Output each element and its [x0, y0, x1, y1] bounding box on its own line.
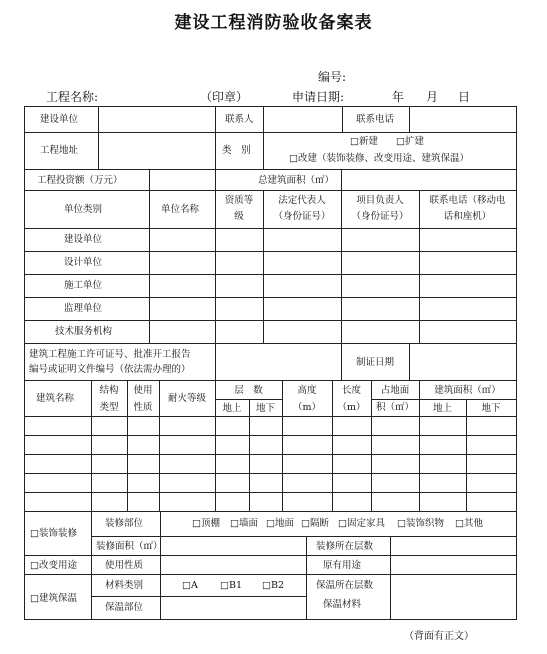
- col-unit-name: 单位名称: [161, 204, 200, 215]
- col-legal-rep-2: （身份证号）: [273, 211, 331, 222]
- label-issue-date: 制证日期: [356, 357, 395, 368]
- col-use-1: 使用: [133, 385, 153, 396]
- label-use-nature: 使用性质: [105, 560, 144, 571]
- label-insulation-material: 保温材料: [323, 599, 362, 610]
- label-original-use: 原有用途: [323, 560, 362, 571]
- checkbox-deco-other[interactable]: □ 其他: [455, 517, 483, 530]
- label-contact-phone: 联系电话: [356, 114, 395, 125]
- checkbox-material-b1[interactable]: □ B1: [220, 579, 242, 592]
- label-deco-part: 装修部位: [105, 518, 144, 529]
- checkbox-renovation[interactable]: □ 改建（装饰装修、改变用途、建筑保温）: [289, 152, 469, 165]
- apply-date-label: 申请日期:: [292, 90, 345, 104]
- col-height-1: 高度: [297, 385, 317, 396]
- label-investment: 工程投资额（万元）: [37, 175, 123, 186]
- checkbox-deco-floor[interactable]: □ 地面: [266, 517, 294, 530]
- checkbox-insulation[interactable]: □ 建筑保温: [30, 592, 77, 605]
- label-deco-floors: 装修所在层数: [316, 541, 374, 552]
- row-builder-unit: 施工单位: [64, 280, 103, 291]
- col-site-area-2: 积（㎡）: [375, 402, 414, 413]
- checkbox-deco-ceiling[interactable]: □ 顶棚: [192, 517, 220, 530]
- label-insulation-part: 保温部位: [105, 602, 144, 613]
- permit-label-2: 编号或证明文件编号（依法需办理的）: [29, 364, 191, 375]
- col-structure-1: 结构: [99, 385, 119, 396]
- checkbox-deco-partition[interactable]: □ 隔断: [301, 517, 329, 530]
- footer-note: （背面有正文）: [404, 631, 474, 642]
- col-fire-rating: 耐火等级: [167, 393, 206, 404]
- col-height-2: （m）: [292, 402, 321, 413]
- col-floors: 层 数: [234, 385, 263, 396]
- col-contact-tel-2: 话和座机）: [443, 211, 492, 222]
- col-project-manager-2: （身份证号）: [351, 211, 409, 222]
- col-floors-above: 地上: [222, 403, 242, 414]
- col-floors-below: 地下: [255, 403, 275, 414]
- checkbox-decoration[interactable]: □ 装饰装修: [30, 527, 77, 540]
- col-length-1: 长度: [341, 385, 361, 396]
- checkbox-expansion[interactable]: □ 扩建: [396, 135, 424, 148]
- col-building-area: 建筑面积（㎡）: [434, 385, 501, 396]
- col-building-name: 建筑名称: [36, 393, 75, 404]
- checkbox-new-build[interactable]: □ 新建: [350, 135, 378, 148]
- serial-number-label: 编号:: [318, 70, 347, 84]
- row-tech-service: 技术服务机构: [55, 326, 113, 337]
- row-supervision-unit: 监理单位: [64, 303, 103, 314]
- checkbox-deco-wall[interactable]: □ 墙面: [230, 517, 258, 530]
- seal-label: （印章）: [200, 90, 249, 104]
- label-material-type: 材料类别: [105, 580, 144, 591]
- checkbox-material-b2[interactable]: □ B2: [262, 579, 284, 592]
- checkbox-change-use[interactable]: □ 改变用途: [30, 559, 77, 572]
- label-project-address: 工程地址: [40, 145, 79, 156]
- checkbox-material-a[interactable]: □ A: [182, 579, 198, 592]
- col-qualification-2: 级: [234, 211, 244, 222]
- col-qualification-1: 资质等: [224, 195, 254, 206]
- label-insulation-floors: 保温所在层数: [316, 580, 374, 591]
- col-site-area-1: 占地面: [380, 385, 410, 396]
- form-title: 建设工程消防验收备案表: [174, 13, 373, 33]
- label-deco-area: 装修面积（㎡）: [96, 541, 163, 552]
- col-legal-rep-1: 法定代表人: [278, 195, 326, 206]
- col-use-2: 性质: [133, 402, 153, 413]
- date-day: 日: [458, 90, 471, 104]
- label-category: 类 别: [222, 145, 251, 156]
- label-contact-person: 联系人: [225, 114, 254, 125]
- checkbox-deco-fabric[interactable]: □ 装饰织物: [397, 517, 444, 530]
- project-name-label: 工程名称:: [46, 90, 99, 104]
- permit-label-1: 建筑工程施工许可证号、批准开工报告: [29, 349, 191, 360]
- date-month: 月: [426, 90, 439, 104]
- date-year: 年: [392, 90, 405, 104]
- col-length-2: （m）: [337, 402, 366, 413]
- row-design-unit: 设计单位: [64, 257, 103, 268]
- col-structure-2: 类型: [99, 402, 119, 413]
- label-construction-unit: 建设单位: [40, 114, 79, 125]
- col-project-manager-1: 项目负责人: [356, 195, 404, 206]
- label-total-area: 总建筑面积（㎡）: [258, 175, 335, 186]
- col-area-below: 地下: [481, 403, 501, 414]
- col-contact-tel-1: 联系电话（移动电: [429, 195, 506, 206]
- row-construction-unit: 建设单位: [64, 234, 103, 245]
- checkbox-deco-furniture[interactable]: □ 固定家具: [338, 517, 385, 530]
- col-area-above: 地上: [432, 403, 452, 414]
- col-unit-type: 单位类别: [64, 204, 103, 215]
